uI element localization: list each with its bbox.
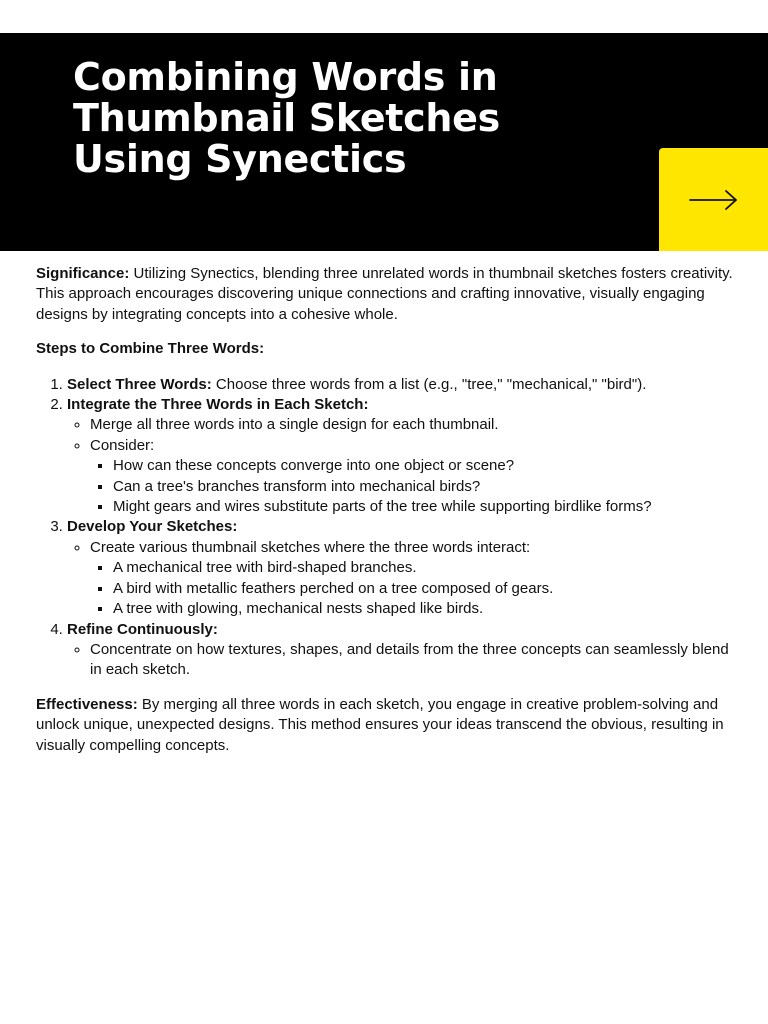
example-item: ▪ A bird with metallic feathers perched on a tree composed of gears. [113,579,736,599]
consider-item: ▪ Can a tree's branches transform into mechanical birds? [113,477,736,497]
sub-item: ◦ Concentrate on how textures, shapes, and details from the three concepts can seamlessly blend in each sketch. [90,640,736,681]
sub-list [67,538,736,620]
sub-item: ◦ Merge all three words into a single design for each thumbnail. [90,415,736,435]
document-body [36,264,736,756]
step-item [67,375,736,395]
steps-list [36,375,736,681]
page-title [73,57,500,180]
consider-list [90,456,736,517]
effectiveness-label: Effectiveness: [36,695,138,713]
long-right-arrow-icon [688,187,740,213]
title-line-3: Using Synectics [73,137,407,181]
sub-item: ◦ Consider: ▪ How can these concepts converge into one object or scene? ▪ Can a tree's branches transform into mechanical birds? ▪ Might gears and wires substitute parts of the tree while supporting birdlike forms? [90,436,736,518]
steps-heading: Steps to Combine Three Words: [36,340,265,358]
consider-item: ▪ How can these concepts converge into one object or scene? [113,456,736,476]
sub-list [67,415,736,517]
example-item: ▪ A mechanical tree with bird-shaped branches. [113,558,736,578]
title-line-2: Thumbnail Sketches [73,96,500,140]
significance-paragraph [36,264,736,325]
next-page-button[interactable] [659,148,768,251]
sub-item: ◦ Create various thumbnail sketches where the three words interact: ▪ A mechanical tree with bird-shaped branches. ▪ A bird with metallic feathers perched on a tree composed of gears. ▪ A tree with glowing, mechanical nests shaped like birds. [90,538,736,620]
significance-label: Significance: [36,265,130,282]
step-text: Choose three words from a list (e.g., "tree," "mechanical," "bird"). [211,375,647,393]
significance-text: Utilizing Synectics, blending three unrelated words in thumbnail sketches fosters creativity. This approach encourages discovering unique connections and crafting innovative, visually engaging designs by integrating concepts into a cohesive whole. [36,265,733,323]
step-item [67,395,736,517]
step-label: Develop Your Sketches: [67,518,238,536]
example-item: ▪ A tree with glowing, mechanical nests shaped like birds. [113,599,736,619]
step-item [67,620,736,681]
consider-item: ▪ Might gears and wires substitute parts of the tree while supporting birdlike forms? [113,497,736,517]
step-label: Select Three Words: [67,375,212,393]
sub-list [67,640,736,681]
title-line-1: Combining Words in [73,55,498,99]
step-label: Refine Continuously: [67,620,218,638]
effectiveness-text: By merging all three words in each sketch, you engage in creative problem-solving and unlock unique, unexpected designs. This method ensures your ideas transcend the obvious, resulting in visually compelling concepts. [36,695,724,754]
step-item [67,517,736,619]
examples-list [90,558,736,619]
step-label: Integrate the Three Words in Each Sketch: [67,396,369,414]
effectiveness-paragraph [36,695,736,756]
